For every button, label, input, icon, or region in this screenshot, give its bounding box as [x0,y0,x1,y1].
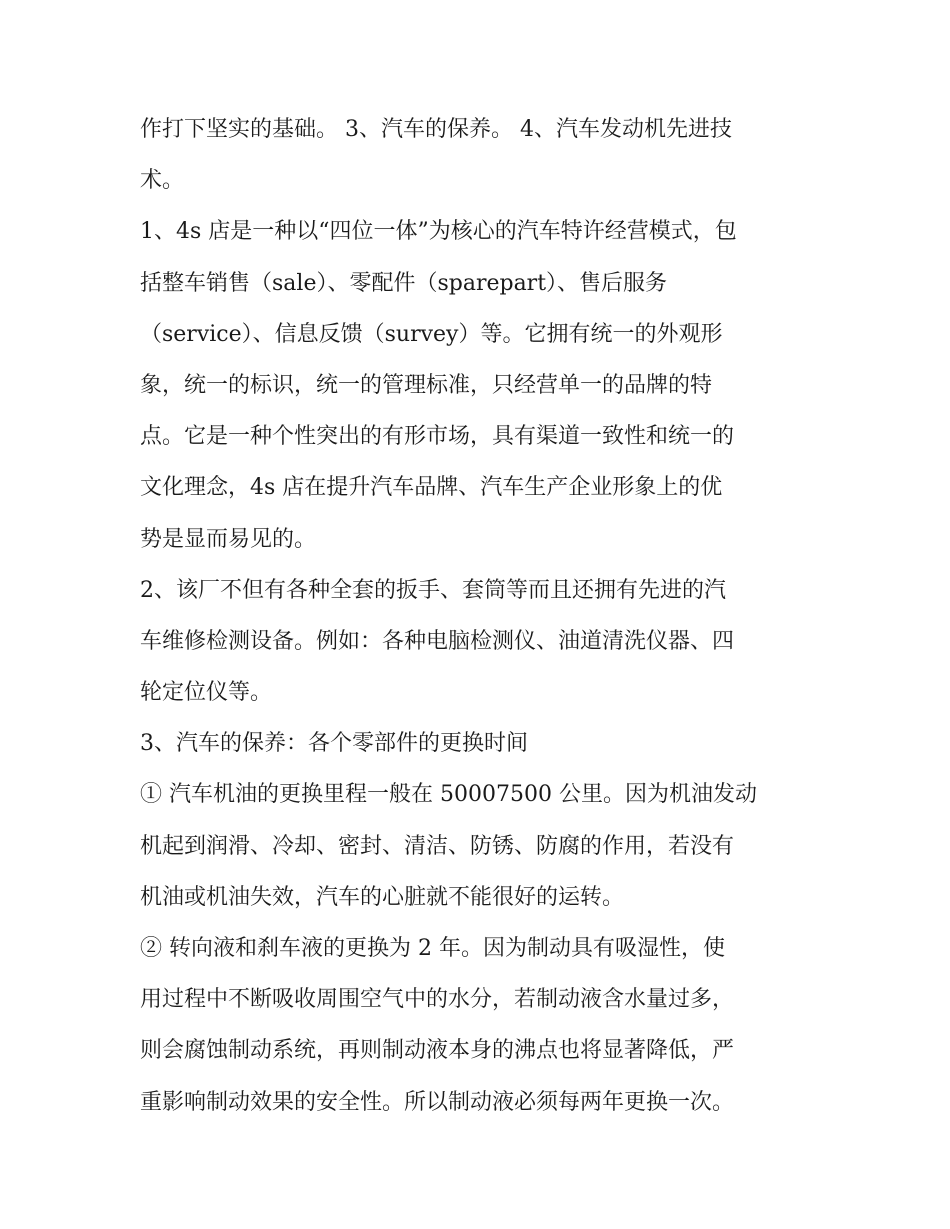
text-line: 轮定位仪等。 [140,680,273,706]
text-line: （service）、信息反馈（survey）等。它拥有统一的外观形 [140,321,723,347]
text-line: 作打下坚实的基础。 3、汽车的保养。 4、汽车发动机先进技 [140,117,732,142]
text-line: 文化理念，4s 店在提升汽车品牌、汽车生产企业形象上的优 [140,475,723,501]
text-line: 车维修检测设备。例如：各种电脑检测仪、油道清洗仪器、四 [140,628,735,654]
text-line: ② 转向液和刹车液的更换为 2 年。因为制动具有吸湿性，使 [140,936,725,961]
text-line: 用过程中不断吸收周围空气中的水分，若制动液含水量过多， [140,987,735,1013]
text-line: 重影响制动效果的安全性。所以制动液必须每两年更换一次。 [140,1089,735,1115]
text-line: 则会腐蚀制动系统，再则制动液本身的沸点也将显著降低，严 [140,1038,735,1064]
text-line: 象，统一的标识，统一的管理标准，只经营单一的品牌的特 [140,372,713,398]
text-line: 机起到润滑、冷却、密封、清洁、防锈、防腐的作用，若没有 [140,833,735,859]
text-line: 点。它是一种个性突出的有形市场，具有渠道一致性和统一的 [140,424,735,450]
text-line: 括整车销售（sale）、零配件（sparepart）、售后服务 [140,270,668,296]
text-line: 术。 [140,168,185,194]
text-line: 1、4s 店是一种以“四位一体”为核心的汽车特许经营模式，包 [140,219,737,245]
text-line: 3、汽车的保养：各个零部件的更换时间 [140,731,528,757]
text-line: 2、该厂不但有各种全套的扳手、套筒等而且还拥有先进的汽 [140,577,726,603]
text-line: ① 汽车机油的更换里程一般在 50007500 公里。因为机油发动 [140,782,757,808]
document-page [140,104,816,1128]
text-line: 势是显而易见的。 [140,526,317,552]
text-line: 机油或机油失效，汽车的心脏就不能很好的运转。 [140,884,625,910]
